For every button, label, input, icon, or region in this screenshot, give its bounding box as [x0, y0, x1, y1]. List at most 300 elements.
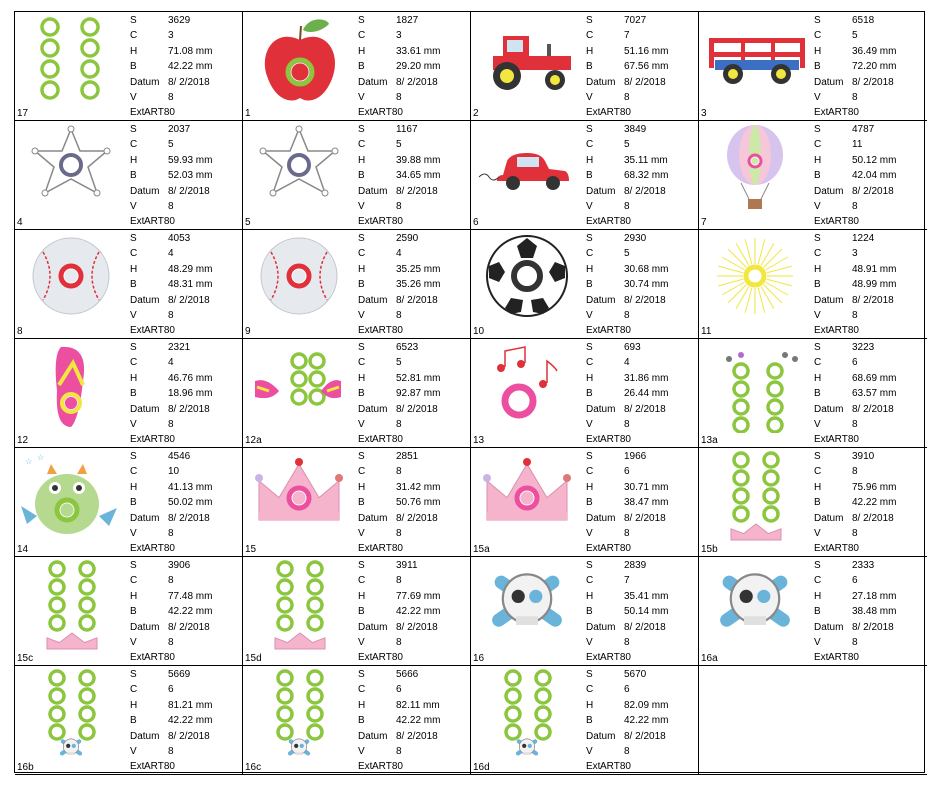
design-number: 16c: [245, 762, 262, 773]
info-label: S: [130, 560, 137, 571]
info-value: ART80: [372, 216, 403, 228]
design-info: [586, 13, 696, 121]
info-value: 8: [852, 527, 858, 539]
info-row-c: [586, 355, 696, 370]
info-row-h: [358, 480, 468, 495]
info-value: 81.21 mm: [168, 699, 213, 711]
info-row-s: [586, 231, 696, 246]
info-label: V: [586, 527, 593, 539]
info-row-ext: [130, 432, 240, 447]
info-value: 8/ 2/2018: [168, 185, 210, 197]
info-label: Datum: [130, 294, 160, 306]
info-row-b: [130, 168, 240, 183]
info-label: S: [130, 15, 137, 26]
info-value: ART80: [144, 434, 175, 446]
info-row-c: [814, 464, 924, 479]
design-number: 15: [245, 544, 257, 555]
info-value: 51.16 mm: [624, 45, 669, 57]
info-row-ext: [586, 759, 696, 774]
design-info: [358, 558, 468, 666]
info-row-s: [130, 231, 240, 246]
info-label: V: [586, 200, 593, 212]
info-value: ART80: [600, 216, 631, 228]
design-info: [814, 13, 924, 121]
info-value: 8: [624, 200, 630, 212]
info-row-b: [586, 386, 696, 401]
info-label: S: [586, 342, 593, 353]
info-value: ART80: [144, 652, 175, 664]
info-label: Datum: [586, 76, 616, 88]
info-row-c: [358, 28, 468, 43]
info-label: H: [586, 481, 594, 493]
info-value: 4: [168, 248, 174, 260]
info-row-ext: [130, 105, 240, 120]
info-row-ext: [358, 323, 468, 338]
info-label: V: [130, 745, 137, 757]
design-cell: [243, 666, 471, 775]
info-row-v: [358, 526, 468, 541]
sheriff-star-icon: [17, 123, 125, 215]
design-number: 16d: [473, 762, 490, 773]
info-row-c: [130, 137, 240, 152]
info-row-datum: [586, 402, 696, 417]
info-row-c: [586, 28, 696, 43]
info-label: H: [814, 372, 822, 384]
info-row-c: [586, 464, 696, 479]
design-catalog-sheet: [14, 11, 925, 773]
info-row-ext: [814, 105, 924, 120]
skull-rings-icon: [473, 668, 581, 760]
info-value: 6: [852, 357, 858, 369]
info-label: V: [358, 527, 365, 539]
info-value: 8/ 2/2018: [396, 294, 438, 306]
info-value: 30.71 mm: [624, 481, 669, 493]
info-row-datum: [358, 511, 468, 526]
info-label: C: [130, 139, 138, 151]
info-value: 50.02 mm: [168, 497, 213, 509]
design-number: 8: [17, 326, 23, 337]
info-row-v: [814, 90, 924, 105]
info-label: S: [130, 124, 137, 135]
info-label: Ext: [358, 761, 373, 773]
flip-flop-icon: [17, 341, 125, 433]
info-value: 77.69 mm: [396, 590, 441, 602]
info-value: 1224: [852, 233, 875, 244]
crown-icon: [473, 450, 581, 542]
info-label: V: [358, 309, 365, 321]
info-row-v: [358, 635, 468, 650]
info-row-ext: [358, 432, 468, 447]
info-row-ext: [358, 541, 468, 556]
info-row-ext: [586, 105, 696, 120]
info-label: H: [586, 263, 594, 275]
info-label: Datum: [586, 403, 616, 415]
design-cell: [699, 339, 927, 448]
info-value: ART80: [144, 216, 175, 228]
info-label: Datum: [586, 621, 616, 633]
design-number: 9: [245, 326, 251, 337]
info-value: 8: [396, 200, 402, 212]
info-value: 6: [852, 575, 858, 587]
info-label: V: [130, 91, 137, 103]
info-row-datum: [130, 402, 240, 417]
info-value: 8/ 2/2018: [396, 621, 438, 633]
info-value: ART80: [600, 652, 631, 664]
info-label: Ext: [130, 652, 145, 664]
info-row-v: [586, 199, 696, 214]
info-row-datum: [586, 293, 696, 308]
info-label: Datum: [358, 512, 388, 524]
design-number: 16: [473, 653, 485, 664]
info-label: C: [586, 466, 594, 478]
info-value: 6: [168, 684, 174, 696]
info-label: Datum: [586, 730, 616, 742]
design-cell: [471, 557, 699, 666]
info-row-v: [130, 526, 240, 541]
info-row-ext: [814, 214, 924, 229]
car-icon: [473, 123, 581, 215]
design-number: 2: [473, 108, 479, 119]
info-row-datum: [814, 184, 924, 199]
info-value: 8: [852, 309, 858, 321]
info-value: 33.61 mm: [396, 45, 441, 57]
info-value: 4: [624, 357, 630, 369]
info-label: B: [586, 388, 593, 400]
info-value: 42.04 mm: [852, 170, 897, 182]
info-value: 8: [624, 91, 630, 103]
info-label: H: [586, 372, 594, 384]
info-label: Ext: [130, 325, 145, 337]
info-value: 8: [168, 91, 174, 103]
info-value: 8: [852, 91, 858, 103]
info-row-s: [586, 340, 696, 355]
info-value: 6518: [852, 15, 875, 26]
info-value: 4546: [168, 451, 191, 462]
design-info: [814, 122, 924, 230]
svg-text:☆: ☆: [25, 457, 33, 466]
info-label: C: [130, 575, 138, 587]
skull-rings-icon: [245, 668, 353, 760]
info-label: V: [358, 745, 365, 757]
info-row-c: [586, 573, 696, 588]
info-row-b: [814, 277, 924, 292]
info-row-c: [358, 137, 468, 152]
design-cell: [15, 557, 243, 666]
info-value: 5669: [168, 669, 191, 680]
info-row-b: [130, 495, 240, 510]
info-label: S: [130, 451, 137, 462]
info-row-datum: [358, 620, 468, 635]
info-value: 59.93 mm: [168, 154, 213, 166]
info-value: ART80: [600, 761, 631, 773]
info-row-s: [130, 449, 240, 464]
info-row-b: [358, 168, 468, 183]
info-label: H: [130, 699, 138, 711]
info-value: 8: [624, 418, 630, 430]
info-label: B: [586, 497, 593, 509]
info-row-h: [130, 153, 240, 168]
design-info: [586, 449, 696, 557]
info-row-b: [358, 713, 468, 728]
info-value: 8: [396, 309, 402, 321]
info-label: Datum: [814, 403, 844, 415]
info-label: C: [358, 684, 366, 696]
info-value: 11: [852, 139, 863, 151]
info-row-ext: [358, 214, 468, 229]
empty-cell: [699, 666, 927, 775]
info-label: C: [130, 30, 138, 42]
info-label: C: [586, 684, 594, 696]
info-row-ext: [814, 541, 924, 556]
info-row-datum: [586, 620, 696, 635]
info-value: 8: [396, 575, 402, 587]
info-row-h: [814, 262, 924, 277]
info-label: H: [586, 699, 594, 711]
skull-rings-icon: [17, 668, 125, 760]
info-row-ext: [130, 759, 240, 774]
info-row-ext: [130, 214, 240, 229]
info-label: Ext: [814, 325, 829, 337]
info-label: C: [814, 30, 822, 42]
info-label: B: [586, 606, 593, 618]
info-label: C: [358, 248, 366, 260]
info-value: 36.49 mm: [852, 45, 897, 57]
info-row-s: [358, 449, 468, 464]
info-value: 8/ 2/2018: [396, 76, 438, 88]
info-row-datum: [358, 402, 468, 417]
info-row-v: [586, 417, 696, 432]
info-value: 5: [168, 139, 174, 151]
info-label: H: [586, 45, 594, 57]
skull-crossbones-icon: [473, 559, 581, 651]
info-value: 3: [168, 30, 174, 42]
info-label: V: [358, 200, 365, 212]
info-value: ART80: [828, 652, 859, 664]
info-value: 5: [852, 30, 858, 42]
info-value: 46.76 mm: [168, 372, 213, 384]
info-label: C: [358, 466, 366, 478]
info-row-b: [586, 604, 696, 619]
design-info: [130, 13, 240, 121]
info-row-c: [814, 28, 924, 43]
design-cell: [699, 448, 927, 557]
info-row-s: [358, 13, 468, 28]
info-row-b: [814, 604, 924, 619]
info-label: Datum: [130, 621, 160, 633]
design-cell: [699, 230, 927, 339]
design-cell: [15, 448, 243, 557]
info-row-v: [130, 199, 240, 214]
info-value: 8: [168, 575, 174, 587]
info-label: Datum: [814, 294, 844, 306]
info-label: C: [358, 30, 366, 42]
info-label: S: [586, 669, 593, 680]
info-label: Ext: [586, 761, 601, 773]
info-value: 8: [396, 527, 402, 539]
info-row-datum: [814, 620, 924, 635]
info-label: V: [586, 91, 593, 103]
info-row-s: [586, 667, 696, 682]
info-value: 8: [624, 309, 630, 321]
flip-flop-rings-icon: [245, 341, 353, 433]
info-row-v: [814, 199, 924, 214]
info-value: 48.31 mm: [168, 279, 213, 291]
info-label: B: [358, 61, 365, 73]
info-label: B: [586, 61, 593, 73]
info-value: ART80: [372, 761, 403, 773]
info-row-datum: [130, 511, 240, 526]
info-value: 8: [168, 200, 174, 212]
info-row-b: [130, 59, 240, 74]
design-number: 17: [17, 108, 29, 119]
info-value: 82.11 mm: [396, 699, 440, 711]
info-value: ART80: [828, 325, 859, 337]
info-value: ART80: [828, 543, 859, 555]
design-number: 1: [245, 108, 251, 119]
info-label: B: [130, 497, 137, 509]
info-value: 8: [168, 527, 174, 539]
design-cell: [471, 121, 699, 230]
info-value: 8/ 2/2018: [852, 76, 894, 88]
info-label: B: [814, 388, 821, 400]
info-row-b: [814, 495, 924, 510]
info-label: S: [814, 124, 821, 135]
info-value: 8/ 2/2018: [852, 294, 894, 306]
info-label: V: [814, 636, 821, 648]
info-row-datum: [586, 184, 696, 199]
info-label: H: [130, 263, 138, 275]
design-info: [130, 340, 240, 448]
info-value: 3: [396, 30, 402, 42]
design-number: 14: [17, 544, 29, 555]
info-label: H: [814, 154, 822, 166]
info-value: ART80: [600, 325, 631, 337]
info-label: Datum: [358, 294, 388, 306]
info-label: B: [586, 279, 593, 291]
info-value: 2321: [168, 342, 191, 353]
design-number: 15b: [701, 544, 718, 555]
info-value: ART80: [372, 107, 403, 119]
info-label: H: [130, 154, 138, 166]
info-label: C: [586, 575, 594, 587]
info-row-b: [814, 59, 924, 74]
info-label: C: [814, 248, 822, 260]
info-row-h: [358, 44, 468, 59]
info-value: 38.48 mm: [852, 606, 897, 618]
info-label: V: [814, 91, 821, 103]
crown-rings-icon: [245, 559, 353, 651]
info-value: 5: [396, 139, 402, 151]
info-row-h: [130, 698, 240, 713]
info-value: 48.91 mm: [852, 263, 897, 275]
info-value: 82.09 mm: [624, 699, 669, 711]
info-value: 50.76 mm: [396, 497, 441, 509]
info-row-c: [130, 573, 240, 588]
info-row-ext: [586, 432, 696, 447]
info-row-b: [586, 495, 696, 510]
info-label: C: [358, 139, 366, 151]
info-value: 8/ 2/2018: [168, 621, 210, 633]
info-label: S: [814, 451, 821, 462]
info-row-b: [130, 713, 240, 728]
info-value: 52.81 mm: [396, 372, 441, 384]
design-info: [358, 122, 468, 230]
info-label: C: [358, 357, 366, 369]
info-row-c: [130, 355, 240, 370]
info-value: 92.87 mm: [396, 388, 441, 400]
info-value: 8: [396, 745, 402, 757]
info-value: 30.68 mm: [624, 263, 669, 275]
info-label: H: [358, 481, 366, 493]
info-value: 52.03 mm: [168, 170, 213, 182]
info-value: ART80: [828, 107, 859, 119]
info-label: H: [130, 45, 138, 57]
info-row-v: [814, 526, 924, 541]
info-row-s: [586, 122, 696, 137]
info-value: ART80: [144, 325, 175, 337]
music-rings-icon: [701, 341, 809, 433]
design-number: 15c: [17, 653, 34, 664]
info-label: B: [130, 170, 137, 182]
info-value: 6523: [396, 342, 419, 353]
info-row-ext: [814, 650, 924, 665]
info-row-c: [814, 137, 924, 152]
info-row-h: [586, 44, 696, 59]
info-row-v: [586, 90, 696, 105]
design-info: [814, 449, 924, 557]
info-value: 72.20 mm: [852, 61, 897, 73]
info-value: 42.22 mm: [168, 61, 213, 73]
info-row-h: [586, 698, 696, 713]
info-row-c: [130, 246, 240, 261]
info-row-datum: [814, 75, 924, 90]
info-row-s: [130, 13, 240, 28]
info-row-c: [586, 246, 696, 261]
info-row-datum: [814, 293, 924, 308]
info-row-b: [814, 168, 924, 183]
info-value: ART80: [372, 325, 403, 337]
info-row-c: [358, 355, 468, 370]
info-value: ART80: [600, 107, 631, 119]
info-value: 8: [396, 636, 402, 648]
design-number: 13: [473, 435, 485, 446]
info-row-s: [814, 122, 924, 137]
info-value: 8: [624, 636, 630, 648]
design-info: [814, 340, 924, 448]
info-value: 5: [624, 139, 630, 151]
info-label: H: [814, 481, 822, 493]
info-row-h: [358, 698, 468, 713]
design-cell: [15, 339, 243, 448]
design-number: 12a: [245, 435, 262, 446]
info-label: B: [586, 715, 593, 727]
info-value: 75.96 mm: [852, 481, 897, 493]
info-value: 2333: [852, 560, 875, 571]
design-info: [130, 231, 240, 339]
info-value: 8/ 2/2018: [168, 294, 210, 306]
info-row-ext: [358, 105, 468, 120]
info-label: H: [814, 45, 822, 57]
info-label: S: [814, 15, 821, 26]
info-value: 3911: [396, 560, 418, 571]
info-label: C: [130, 466, 138, 478]
info-label: B: [814, 61, 821, 73]
design-number: 15a: [473, 544, 490, 555]
info-label: Datum: [586, 185, 616, 197]
info-value: 4053: [168, 233, 191, 244]
info-value: 8/ 2/2018: [624, 294, 666, 306]
design-info: [586, 231, 696, 339]
